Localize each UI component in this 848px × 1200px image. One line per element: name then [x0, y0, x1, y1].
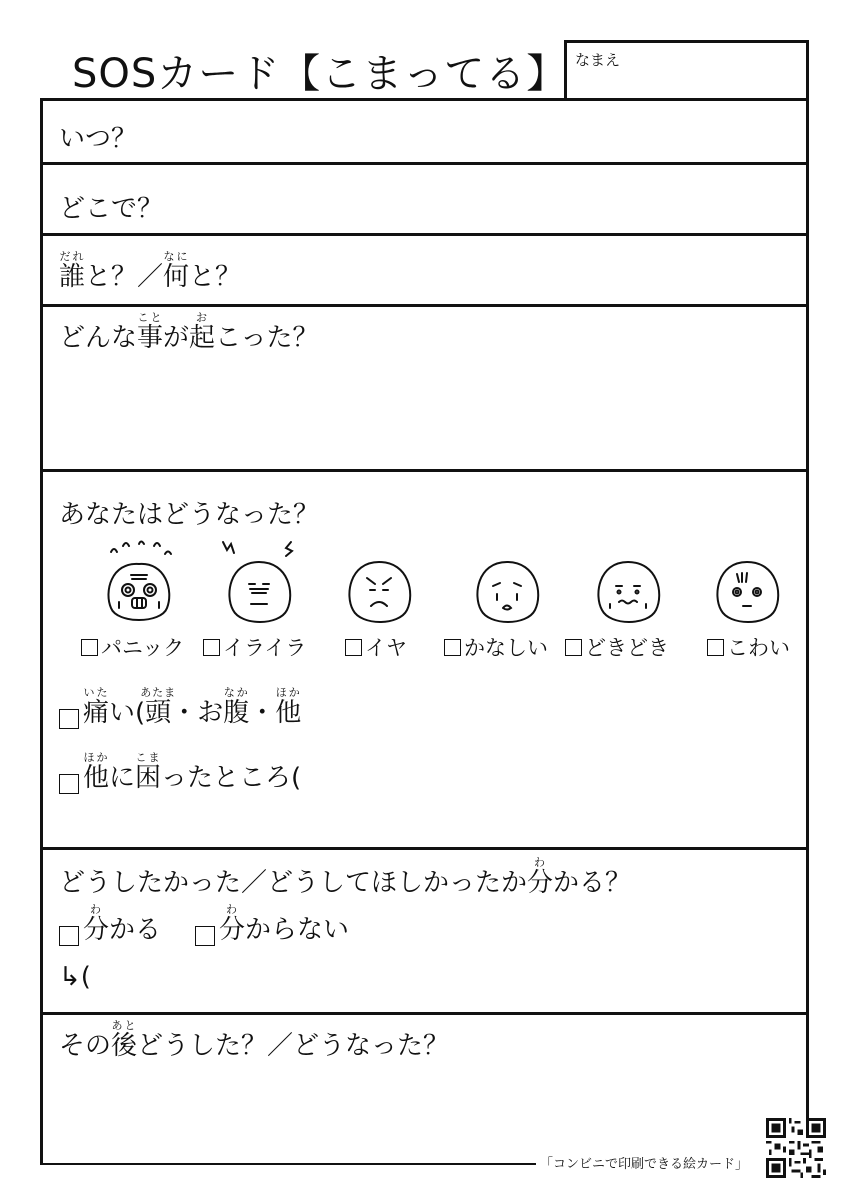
face-illustrations	[43, 542, 806, 642]
other-trouble-label: 他ほかに困こまったところ(	[83, 751, 302, 793]
checkbox[interactable]	[707, 639, 724, 656]
emotion-option[interactable]	[81, 632, 184, 662]
dislike-face-icon	[339, 542, 419, 632]
when-label: いつ？	[59, 124, 138, 154]
name-field[interactable]	[564, 40, 809, 101]
other-trouble-option[interactable]	[59, 751, 301, 794]
footer-credit: 「コンビニで印刷できる絵カード」	[540, 1157, 749, 1172]
scared-face-icon	[707, 542, 787, 632]
checkbox[interactable]	[59, 774, 79, 794]
after-field[interactable]	[43, 1015, 806, 1167]
emotion-label: イライラ	[223, 636, 307, 660]
name-label: なまえ	[575, 51, 621, 69]
irritated-face-icon	[219, 542, 299, 632]
who-what-field[interactable]	[43, 236, 806, 307]
checkbox[interactable]	[59, 709, 79, 729]
emotion-label: どきどき	[585, 636, 669, 660]
sos-form	[40, 98, 809, 1164]
happened-field[interactable]	[43, 307, 806, 472]
pain-label: 痛いたい(頭あたま・お腹なか・他ほか	[83, 686, 302, 728]
when-field[interactable]	[43, 101, 806, 165]
emotion-option[interactable]	[203, 632, 306, 662]
qr-code-icon[interactable]	[766, 1118, 826, 1178]
not-understand-label: 分わからない	[219, 903, 350, 945]
understand-label: 分わかる	[83, 903, 162, 945]
emotion-checkboxes	[43, 632, 806, 664]
wanted-question: どうしたかった／どうしてほしかったか分わかる？	[59, 856, 632, 898]
panic-face-icon	[99, 542, 179, 632]
detail-arrow-line[interactable]: ↳(	[59, 962, 91, 992]
checkbox[interactable]	[565, 639, 582, 656]
checkbox-not-understand[interactable]	[195, 926, 215, 946]
feelings-question: あなたはどうなった？	[59, 500, 320, 530]
emotion-option[interactable]	[565, 632, 669, 662]
emotion-label: パニック	[101, 636, 185, 660]
where-label: どこで？	[59, 194, 164, 224]
checkbox[interactable]	[345, 639, 362, 656]
emotion-option[interactable]	[345, 632, 407, 662]
emotion-option[interactable]	[444, 632, 548, 662]
card-title: SOSカード【こまってる】	[72, 51, 568, 97]
checkbox[interactable]	[203, 639, 220, 656]
emotion-option[interactable]	[707, 632, 790, 662]
where-field[interactable]	[43, 165, 806, 236]
feelings-section	[43, 472, 806, 850]
happened-label: どんな事ことが起おこった？	[59, 311, 319, 353]
understand-options	[59, 903, 349, 946]
footer-divider	[40, 1163, 536, 1165]
checkbox-understand[interactable]	[59, 926, 79, 946]
who-what-label: 誰だれと？／何なにと？	[59, 250, 242, 292]
emotion-label: かなしい	[464, 636, 548, 660]
checkbox[interactable]	[444, 639, 461, 656]
wanted-section	[43, 850, 806, 1015]
after-label: その後あとどうした？／どうなった？	[59, 1019, 450, 1061]
emotion-label: こわい	[727, 636, 790, 660]
nervous-face-icon	[588, 542, 668, 632]
checkbox[interactable]	[81, 639, 98, 656]
sad-face-icon	[467, 542, 547, 632]
pain-option[interactable]	[59, 686, 301, 729]
emotion-label: イヤ	[365, 636, 407, 660]
